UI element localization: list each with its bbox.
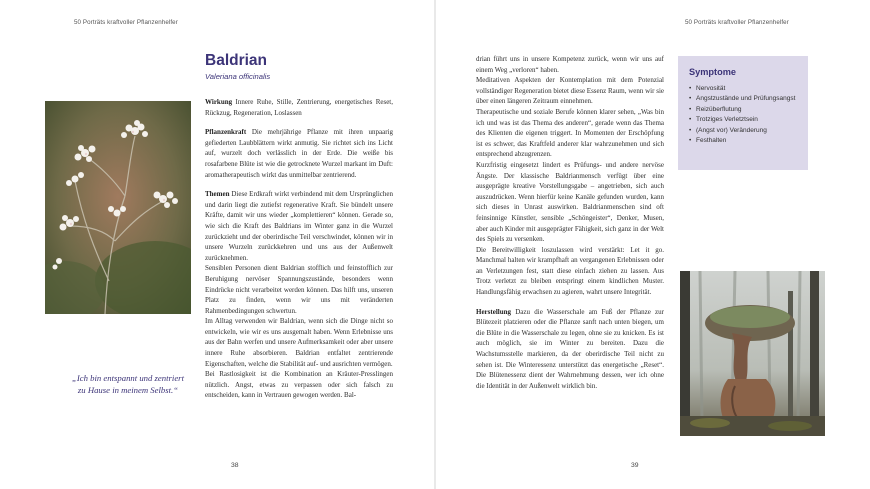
symptoms-list (689, 84, 807, 146)
bullet-icon: • (689, 116, 692, 124)
left-text-column (205, 97, 393, 401)
symptom-item: • (Angst vor) Veränderung (689, 126, 807, 136)
bullet-icon: • (689, 137, 692, 145)
symptom-item: • Festhalten (689, 136, 807, 146)
body-paragraph: Sensiblen Personen dient Baldrian stofflich und feinstofflich zur Beruhigung nervöser Spannungszustände, besonders wenn Eindrücke nicht verarbeitet werden können. Das hilft uns, unseren Platz zu finden, wenn wir uns mit veränderten Rahmenbedingungen schwertun. (205, 264, 393, 315)
body-paragraph: Die Bereitwilligkeit loszulassen wird verstärkt: Let it go. Manchmal halten wir krampfhaft an vergangenen Erlebnissen oder an Verletzungen fest, statt diese einfach ziehen zu lassen. Aus Trotz verletzt zu bleiben entspringt einem kindlichen Muster. Handlungsfähig erwachsen zu agieren, wahrt unsere Integrität. (476, 245, 664, 297)
pull-quote: „Ich bin entspannt und zentriert zu Hause in meinem Selbst.“ (72, 373, 184, 396)
body-paragraph: Meditativen Aspekten der Kontemplation mit dem Potenzial vollständiger Regeneration bietet diese Essenz Raum, wenn wir sie über einen längeren Zeitraum einnehmen. (476, 76, 664, 106)
symptom-item: • Nervosität (689, 84, 807, 94)
latin-name: Valeriana officinalis (205, 72, 271, 81)
right-text-column (476, 54, 664, 391)
body-paragraph: Bei Rastlosigkeit ist die Kombination an Kräuter-Presslingen nützlich. Angst, etwas zu verpassen oder sich falsch zu entscheiden, kann in Vertrauen gewogen werden. Bal- (205, 370, 393, 400)
bullet-icon: • (689, 105, 692, 113)
rock-formation-photo (680, 271, 825, 436)
right-page (436, 0, 870, 489)
symptoms-box (678, 56, 808, 170)
body-paragraph: Im Alltag verwenden wir Baldrian, wenn sich die Dinge nicht so entwickeln, wie wir es uns ausgemalt haben. Wenn Erlebnisse uns aus der Bahn werfen und unsere Aufmerksamkeit oder aber unsere innere Ruhe absorbieren. Baldrian entfaltet zentrierende Eigenschaften, welche die Stabilität auf- und ausrichten vermögen. (205, 317, 393, 368)
paragraph-pflanzenkraft: Pflanzenkraft Die mehrjährige Pflanze mit ihren unpaarig gefiederten Laubblättern wirkt anmutig. Sie richtet sich ins Licht auf, wurzelt doch verlässlich in der Erde. Die weiße bis rosafarbene Blüte ist wie die getrocknete Wurzel markant im Duft: aromatherapeutisch wirkt das unmittelbar zentrierend. (205, 128, 393, 179)
bullet-icon: • (689, 126, 692, 134)
paragraph-herstellung: Herstellung Dazu die Wasserschale am Fuß der Pflanze zur Blütezeit platzieren oder die Pflanze sanft nach unten biegen, um die Blüte in die Wasserschale zu legen, ohne sie zu knicken. Es ist auch möglich, sie im Winter zu bereiten. Dazu die Wachstumsstelle markieren, da der oberirdische Teil nicht zu sehen ist. Die Winteressenz unterstützt das energetische „Reset“. Die Blütenessenz dient der Wahrnehmung dessen, wer ich ohne die Identität in der Außenwelt wirklich bin. (476, 307, 664, 390)
valerian-flower-photo (45, 101, 191, 314)
plant-title: Baldrian (205, 52, 268, 69)
running-head-left: 50 Porträts kraftvoller Pflanzenhelfer (74, 19, 178, 26)
bullet-icon: • (689, 95, 692, 103)
body-paragraph: Kurzfristig eingesetzt lindert es Prüfungs- und andere nervöse Ängste. Der klassische Baldrianmensch verfügt über eine ausgeprägte kreative Vorstellungsgabe – angetrieben, sich auch auszudrücken. Wenn hierfür keine Kanäle gefunden wurden, kann sich dieses in Unrast auswirken. Baldrianmenschen sind oft feinsinnige Künstler, sensible „Schöngeister“, Denker, Musen, aber auch Kinder mit ausgeprägter Fähigkeit, sich ganz in der Welt des Spiels zu versenken. (476, 160, 664, 244)
paragraph-themen: Themen Diese Erdkraft wirkt verbindend mit dem Ursprünglichen und darin liegt die zutiefst regenerative Kraft. Sie bündelt unsere Kräfte, damit wir uns wieder „komplettieren“ können. Gerade so, wie sich die Kraft des Baldrians im Winter ganz in die Wurzel zurückzieht und der oberirdische Teil verschwindet, können wir in unsere Wurzeln zurückkehren und uns aus der Außenwelt zurücknehmen. (205, 190, 394, 262)
left-page (0, 0, 434, 489)
paragraph-wirkung: Wirkung Innere Ruhe, Stille, Zentrierung, energetisches Reset, Rückzug, Regeneration, Loslassen (205, 98, 394, 117)
bullet-icon: • (689, 85, 692, 92)
symptoms-title: Symptome (689, 67, 736, 77)
symptom-item: • Angstzustände und Prüfungsangst (689, 94, 807, 104)
symptom-item: • Reizüberflutung (689, 105, 807, 115)
body-paragraph: drian führt uns in unsere Kompetenz zurück, wenn wir uns auf einem Weg „verloren“ haben. (476, 55, 664, 74)
symptom-item: • Trotziges Verletztsein (689, 115, 807, 125)
page-number-right: 39 (631, 462, 639, 469)
page-number-left: 38 (231, 462, 239, 469)
running-head-right: 50 Porträts kraftvoller Pflanzenhelfer (685, 19, 789, 26)
body-paragraph: Therapeutische und soziale Berufe können klarer sehen, „Was bin ich und was ist das Thema des anderen“, gerade wenn das Thema des Klienten die eigenen triggert. In Momenten der Erschöpfung ist es schwer, das Kraftfeld anderer klar wahrzunehmen und sich entsprechend abzugrenzen. (476, 107, 664, 159)
